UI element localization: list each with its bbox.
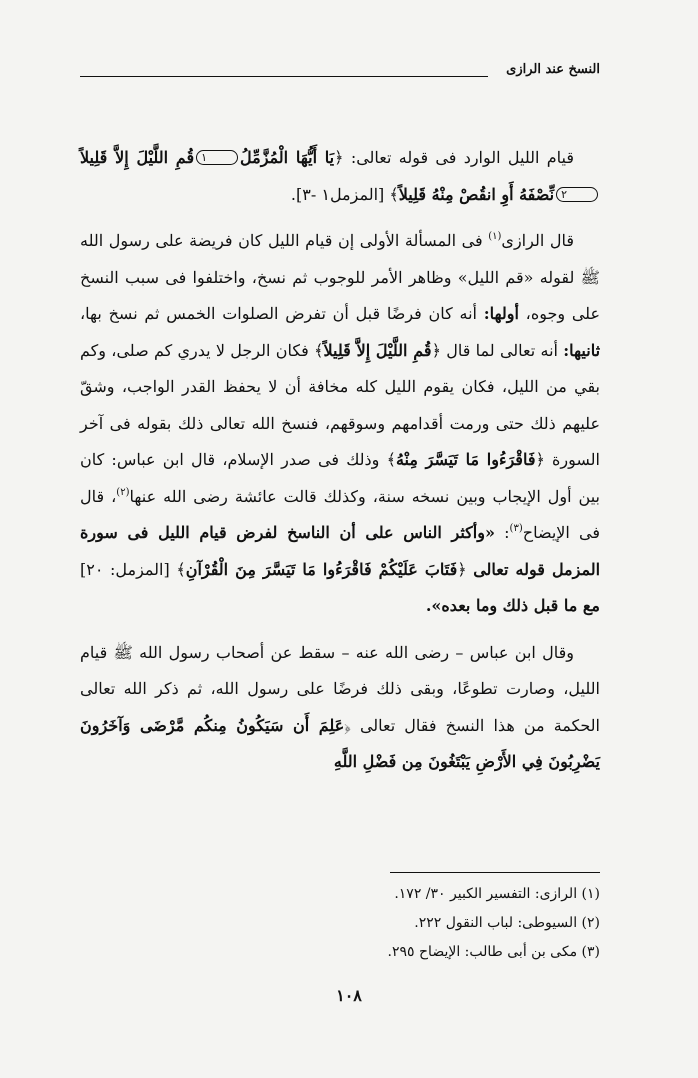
verse-text: قُمِ اللَّيْلَ إِلاَّ قَلِيلاً [323, 340, 432, 360]
verse-part-2: قُمِ اللَّيْلَ إِلاَّ قَلِيلاً [80, 148, 195, 167]
verse-number: ١ [196, 150, 238, 165]
main-text [80, 140, 600, 791]
verse-number: ٢ [556, 187, 598, 202]
quran-verse [176, 560, 466, 579]
verse-text: فَتَابَ عَلَيْكُمْ فَاقْرَءُوا مَا تَيَسَّرَ مِنَ الْقُرْآنِ [185, 559, 458, 579]
verse-text: عَلِمَ أَن سَيَكُونُ مِنكُم مَّرْضَى وَآخَرُونَ يَضْرِبُونَ فِي الأَرْضِ يَبْتَغُونَ مِن فَضْلِ اللَّهِ [80, 715, 600, 771]
footnote-3: (٣) مكى بن أبى طالب: الإيضاح ٢٩٥. [387, 944, 600, 960]
ornate-bracket-open: ﴿ [334, 148, 344, 167]
quran-verse [387, 450, 545, 469]
footnote-rule [390, 872, 600, 873]
p2-text: فكان الرجل لا يدري كم صلى، وكم بقي من الليل، فكان يقوم الليل كله مخافة أن لا يحفظ القدر الواجب، وشقّ عليهم ذلك حتى ورمت أقدامهم وسوقهم، فنسخ الله تعالى ذلك بقوله فى آخر السورة [80, 340, 600, 469]
footnote-1: (١) الرازى: التفسير الكبير ٣٠/ ١٧٢. [394, 886, 600, 902]
page-number: ١٠٨ [336, 986, 362, 1005]
p2-text: قال الرازى [501, 231, 575, 250]
ornate-bracket-close: ﴾ [389, 184, 399, 204]
quotation: «وأكثر الناس على أن الناسخ لفرض قيام الليل فى سورة المزمل قوله تعالى [80, 523, 601, 579]
quran-reference: [المزمل١ -٣]. [290, 184, 385, 204]
quran-verse [314, 341, 441, 360]
paragraph-2 [80, 223, 600, 625]
header-rule [80, 76, 488, 77]
p3-text: وقال ابن عباس – رضى الله عنه – سقط عن أصحاب رسول الله ﷺ قيام الليل، وصارت تطوعًا، وبقى ذلك فرضًا على رسول الله، ثم ذكر الله تعالى الحكمة من هذا النسخ فقال تعالى [80, 642, 601, 735]
quotation-end: مع ما قبل ذلك وما بعده». [425, 596, 600, 615]
quran-reference: [المزمل: ٢٠] [80, 559, 170, 579]
ornate-bracket-close: ﴾ [314, 340, 324, 360]
p2-text: فى المسألة الأولى إن قيام الليل كان فريضة على رسول الله ﷺ لقوله «قم الليل» وظاهر الأمر للوجوب ثم نسخ، واختلفوا فى سبب النسخ على وجوه، [80, 231, 601, 323]
ornate-bracket-open: ﴿ [431, 340, 441, 360]
ornate-bracket-close: ﴾ [386, 450, 396, 469]
running-header: النسخ عند الرازى [506, 62, 600, 77]
ornate-bracket-close: ﴾ [176, 559, 186, 579]
footnote-marker: (١) [488, 231, 502, 242]
paragraph-3 [80, 635, 600, 781]
verse-part-3: نِّصْفَهُ أَوِ انقُصْ مِنْهُ قَلِيلاً [398, 184, 555, 204]
p2-text: : [504, 523, 510, 542]
footnote-marker: (٣) [509, 523, 523, 534]
footnote-2: (٢) السيوطى: لباب النقول ٢٢٢. [414, 915, 600, 931]
p2-text: ، قال فى الإيضاح [80, 486, 601, 542]
p2-text: أنه تعالى لما قال [446, 340, 558, 360]
p2-text: وذلك فى صدر الإسلام، قال ابن عباس: كان بين أول الإيجاب وبين نسخه سنة، وكذلك قالت عائشة رضى الله عنها [80, 450, 600, 506]
ornate-bracket-open: ﴿ [457, 559, 467, 579]
ornate-bracket-open: ﴿ [535, 450, 545, 469]
verse-part-1: يَا أَيُّهَا الْمُزَّمِّلُ [240, 148, 335, 167]
p1-intro: قيام الليل الوارد فى قوله تعالى: [350, 148, 574, 167]
first-view-label: أولها: [483, 304, 519, 323]
second-view-label: ثانيها: [563, 340, 601, 360]
footnote-marker: (٢) [116, 486, 130, 498]
paragraph-1 [80, 140, 600, 213]
p2-text: أنه كان فرضًا قبل أن تفرض الصلوات الخمس ثم نسخ بها، [80, 304, 477, 323]
ornate-bracket-open: ﴿ [344, 715, 351, 735]
footnotes [80, 880, 600, 967]
verse-text: فَاقْرَءُوا مَا تَيَسَّرَ مِنْهُ [395, 450, 536, 469]
